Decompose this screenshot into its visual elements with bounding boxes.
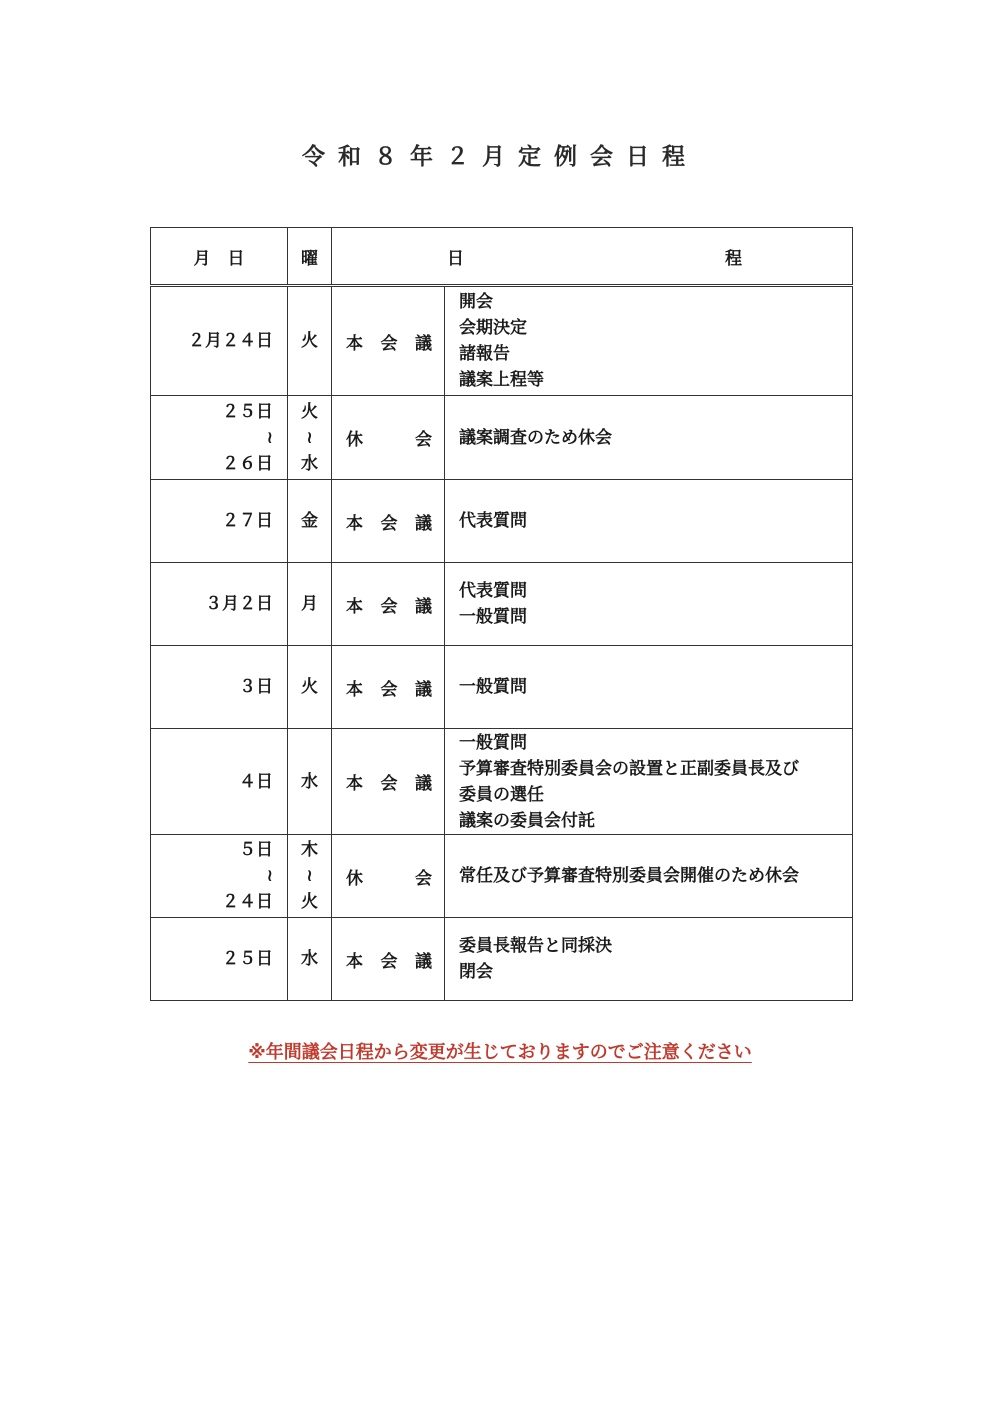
table-row	[151, 729, 853, 835]
day-line: 火	[301, 677, 318, 697]
date-line: ≀	[266, 866, 273, 886]
cell-agenda	[445, 729, 853, 835]
agenda-item: 議案調査のため休会	[459, 427, 612, 448]
day-line: 火	[301, 331, 318, 351]
agenda-item: 一般質問	[459, 732, 527, 753]
cell-session-type	[332, 563, 445, 646]
session-type: 休 会	[346, 868, 432, 889]
page-title: 令和８年２月定例会日程	[302, 144, 698, 170]
day-line: ≀	[306, 866, 313, 886]
cell-date	[151, 646, 288, 729]
change-notice: ※年間議会日程から変更が生じておりますのでご注意ください	[248, 1042, 752, 1063]
table-row	[151, 835, 853, 918]
cell-day	[288, 835, 332, 918]
cell-session-type	[332, 835, 445, 918]
cell-session-type	[332, 918, 445, 1001]
day-line: 木	[301, 840, 318, 860]
cell-day	[288, 396, 332, 480]
date-line: ４日	[239, 771, 273, 792]
table-row	[151, 563, 853, 646]
date-line: ３日	[239, 677, 273, 697]
cell-agenda	[445, 563, 853, 646]
date-line: ２月２４日	[188, 331, 273, 351]
day-line: 水	[301, 949, 318, 969]
agenda-item: 一般質問	[459, 677, 527, 697]
cell-agenda	[445, 646, 853, 729]
cell-day	[288, 646, 332, 729]
session-type: 本 会 議	[346, 951, 432, 972]
cell-day	[288, 286, 332, 396]
date-line: ３月２日	[205, 594, 273, 614]
date-line: ５日	[239, 840, 273, 860]
agenda-item: 一般質問	[459, 607, 527, 627]
agenda-item: 代表質問	[459, 581, 527, 601]
cell-date	[151, 729, 288, 835]
day-line: ≀	[306, 427, 313, 448]
session-type: 休 会	[346, 430, 432, 450]
agenda-item: 委員の選任	[459, 784, 544, 805]
cell-session-type	[332, 286, 445, 396]
cell-date	[151, 563, 288, 646]
day-line: 火	[301, 892, 318, 912]
header-day: 曜	[288, 228, 332, 286]
day-line: 月	[301, 594, 318, 614]
cell-day	[288, 918, 332, 1001]
table-row	[151, 918, 853, 1001]
day-line: 火	[301, 401, 318, 422]
table-row	[151, 286, 853, 396]
cell-date	[151, 918, 288, 1001]
day-line: 水	[301, 771, 318, 792]
day-line: 水	[301, 453, 318, 474]
table-row	[151, 480, 853, 563]
session-type: 本 会 議	[346, 513, 432, 534]
session-type: 本 会 議	[346, 774, 432, 794]
agenda-item: 開会	[459, 292, 493, 312]
header-date: 月 日	[151, 228, 288, 286]
date-line: ２５日	[222, 401, 273, 422]
date-line: ２５日	[222, 949, 273, 969]
agenda-item: 議案上程等	[459, 370, 544, 390]
cell-day	[288, 729, 332, 835]
date-line: ２４日	[222, 892, 273, 912]
agenda-item: 諸報告	[459, 344, 510, 364]
cell-date	[151, 480, 288, 563]
cell-date	[151, 835, 288, 918]
header-schedule-left: 日	[447, 248, 464, 269]
day-line: 金	[301, 511, 318, 531]
cell-agenda	[445, 480, 853, 563]
session-type: 本 会 議	[346, 596, 432, 617]
header-schedule	[332, 228, 853, 286]
cell-day	[288, 480, 332, 563]
agenda-item: 常任及び予算審査特別委員会開催のため休会	[459, 866, 799, 886]
cell-day	[288, 563, 332, 646]
cell-agenda	[445, 835, 853, 918]
cell-agenda	[445, 918, 853, 1001]
agenda-item: 会期決定	[459, 318, 527, 338]
agenda-item: 閉会	[459, 962, 493, 982]
agenda-item: 議案の委員会付託	[459, 810, 595, 831]
cell-session-type	[332, 646, 445, 729]
session-type: 本 会 議	[346, 679, 432, 700]
table-row	[151, 646, 853, 729]
cell-session-type	[332, 396, 445, 480]
agenda-item: 代表質問	[459, 511, 527, 531]
header-schedule-right: 程	[725, 248, 742, 269]
cell-session-type	[332, 729, 445, 835]
agenda-item: 予算審査特別委員会の設置と正副委員長及び	[459, 758, 799, 779]
cell-agenda	[445, 396, 853, 480]
session-type: 本 会 議	[346, 333, 432, 354]
cell-date	[151, 396, 288, 480]
date-line: ２６日	[222, 453, 273, 474]
table-row	[151, 396, 853, 480]
date-line: ≀	[266, 427, 273, 448]
cell-date	[151, 286, 288, 396]
table-header-row	[151, 228, 853, 286]
cell-agenda	[445, 286, 853, 396]
cell-session-type	[332, 480, 445, 563]
schedule-table	[150, 227, 853, 1001]
date-line: ２７日	[222, 511, 273, 531]
agenda-item: 委員長報告と同採決	[459, 936, 612, 956]
